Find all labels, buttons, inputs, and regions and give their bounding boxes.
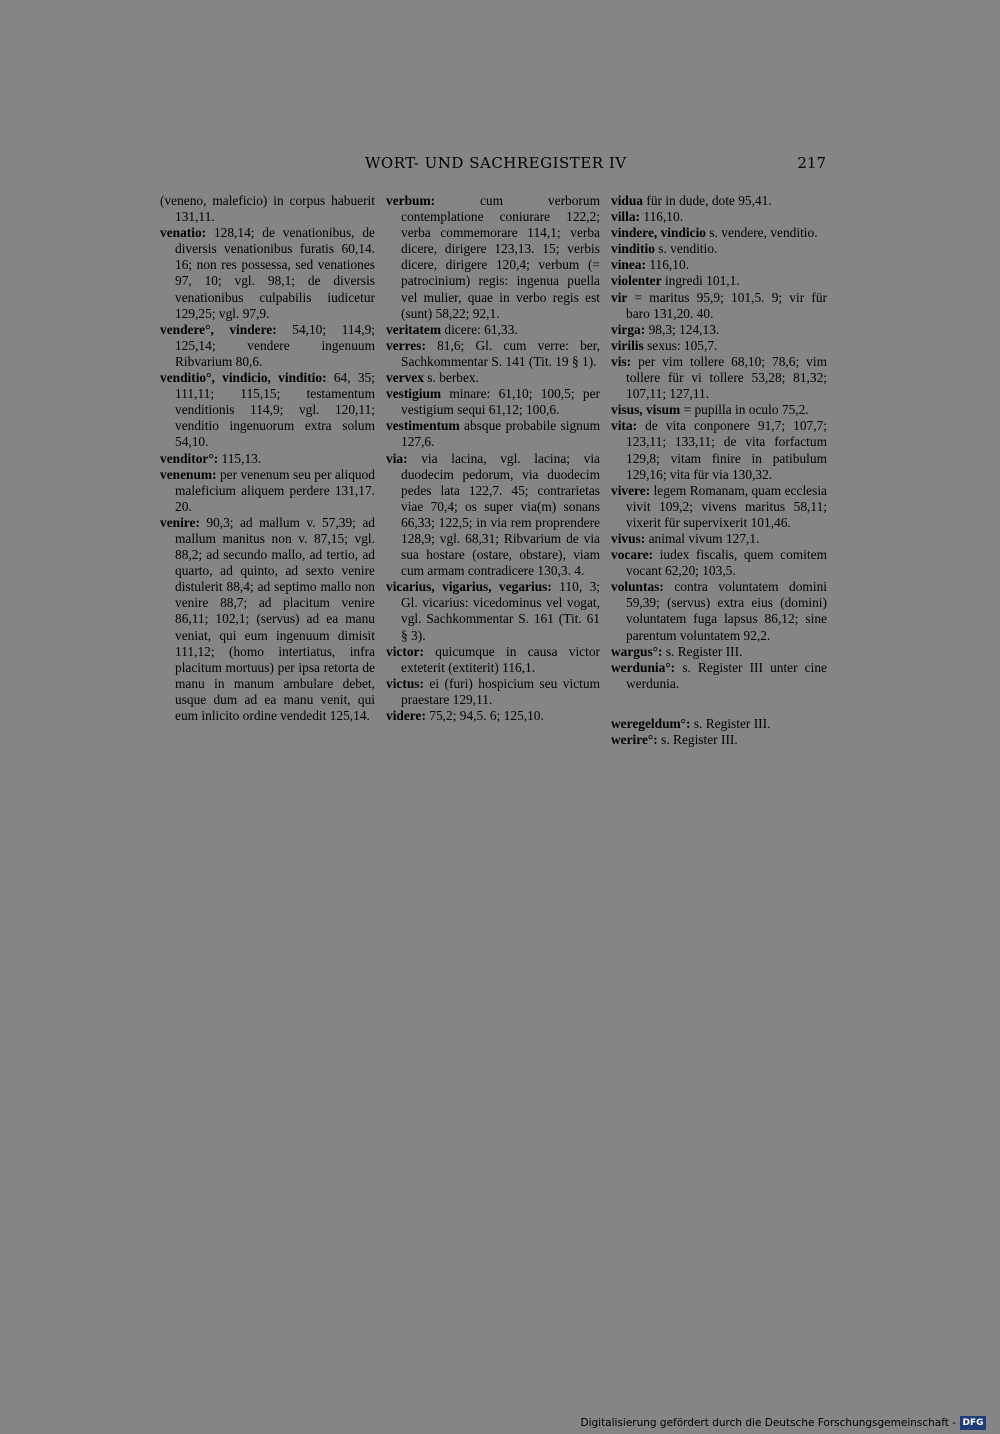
entry-lemma: vervex [386, 370, 424, 386]
entry-text: cum verborum contemplatione coniurare 122,2; verba commemorare 114,1; verba dicere, dirigere 123,13. 15; verbis dicere, dirigere 120,4; verbum (= patrocinium) regis: ingenua puella vel mulier, quae in verbo regis est (sunt) 58,22; 92,1. [401, 193, 600, 321]
entry-text: = maritus 95,9; 101,5. 9; vir für baro 131,20. 40. [626, 289, 827, 321]
entry-lemma: verres: [386, 337, 426, 353]
entry-text: 98,3; 124,13. [648, 321, 720, 337]
index-entry [160, 467, 375, 515]
index-entry [611, 193, 827, 209]
index-entry [611, 418, 827, 482]
page-header [160, 154, 826, 174]
index-entry [611, 732, 827, 748]
entry-text: s. Register III. [693, 715, 771, 731]
running-title: WORT- UND SACHREGISTER IV [365, 154, 627, 172]
entry-text: 116,10. [649, 257, 690, 273]
entry-text: ei (furi) hospicium seu victum praestare 129,11. [401, 675, 600, 707]
index-entry [611, 290, 827, 322]
index-entry [160, 322, 375, 370]
entry-lemma: virga: [611, 321, 646, 337]
entry-text: via lacina, vgl. lacina; via duodecim pedorum, via duodecim pedes lata 122,7. 45; contrarietas viae 70,4; os super via(m) sonans 66,33; 122,5; in via rem proprendere 128,9; vgl. 68,31; Ribvarium de via sua hostare (ostare, obstare), viam cum armam contradicere 130,3. 4. [401, 450, 600, 579]
entry-text: legem Romanam, quam ecclesia vivit 109,2; vivens maritus 58,11; vixerit für supervixerit 101,46. [626, 482, 827, 530]
index-entry [386, 708, 600, 724]
entry-lemma: veritatem [386, 321, 442, 337]
entry-text: 110, 3; Gl. vicarius: vicedominus vel vogat, vgl. Sachkommentar S. 161 (Tit. 61 § 3). [401, 579, 600, 643]
entry-lemma: virilis [611, 337, 644, 353]
entry-text: s. berbex. [427, 370, 479, 386]
index-entry [611, 209, 827, 225]
entry-text: per vim tollere 68,10; 78,6; vim tollere für vi tollere 53,28; 81,32; 107,11; 127,11. [626, 353, 827, 402]
entry-text: = pupilla in oculo 75,2. [683, 402, 809, 418]
entry-text: dicere: 61,33. [444, 321, 518, 337]
index-entry [611, 273, 827, 289]
entry-lemma: vidua [611, 193, 644, 208]
entry-lemma: vicarius, vigarius, vegarius: [386, 579, 552, 595]
entry-lemma: venire: [160, 514, 200, 530]
index-entry [611, 644, 827, 660]
entry-lemma: venditor°: [160, 450, 219, 466]
index-entry [386, 370, 600, 386]
entry-text: s. Register III unter cine werdunia. [626, 659, 827, 691]
entry-text: ingredi 101,1. [664, 273, 740, 289]
entry-lemma: werire°: [611, 732, 658, 747]
index-entry [611, 225, 827, 241]
footer-credit-text: Digitalisierung gefördert durch die Deutsche Forschungsgemeinschaft - [580, 1417, 956, 1429]
index-entry [611, 483, 827, 531]
index-entry [386, 322, 600, 338]
entry-lemma: villa: [611, 209, 641, 225]
entry-text: 64, 35; 111,11; 115,15; testamentum venditionis 114,9; vgl. 120,11; venditio ingenuorum extra solum 54,10. [175, 370, 375, 450]
index-entry [611, 531, 827, 547]
entry-lemma: vinea: [611, 257, 646, 273]
dfg-logo: DFG [960, 1416, 986, 1430]
index-entry [386, 386, 600, 418]
entry-lemma: vestigium [386, 386, 442, 402]
entry-text: absque probabile signum 127,6. [401, 418, 600, 450]
index-entry [611, 241, 827, 257]
entry-lemma: violenter [611, 273, 662, 289]
entry-lemma: wargus°: [611, 643, 663, 659]
entry-text: 90,3; ad mallum v. 57,39; ad mallum manitus non v. 87,15; vgl. 88,2; ad secundo mallo, ad tertio, ad quarto, ad quinto, ad sexto venire distulerit 88,4; ad septimo mallo non venire 88,7; ad placitum venire 86,11; 102,1; (servus) ad ea manu veniat, qui eum ingenuum dimisit 111,12; (homo intertiatus, infra placitum mortuus) per ipsa retorta de manu in manum ambulare debet, usque dum ad ea manu venit, qui eum inlicito ordine vendedit 125,14. [175, 514, 375, 723]
index-entry [386, 338, 600, 370]
entry-text: sexus: 105,7. [647, 337, 718, 353]
entry-lemma: venatio: [160, 225, 207, 241]
index-entry [386, 579, 600, 643]
index-column-2 [386, 193, 600, 724]
index-entry [611, 579, 827, 643]
entry-text: 116,10. [643, 209, 684, 225]
index-entry [386, 676, 600, 708]
entry-lemma: vendere°, vindere: [160, 321, 277, 337]
entry-lemma: vita: [611, 418, 638, 434]
entry-text: s. Register III. [665, 643, 743, 659]
entry-lemma: venenum: [160, 466, 217, 482]
entry-lemma: vindere, vindicio [611, 225, 706, 241]
entry-text: per venenum seu per aliquod maleficium aliquem perdere 131,17. 20. [175, 466, 375, 514]
entry-text: (veneno, maleficio) in corpus habuerit 131,11. [160, 193, 375, 225]
entry-lemma: victus: [386, 675, 424, 691]
index-column-3 [611, 193, 827, 748]
entry-text: de vita conponere 91,7; 107,7; 123,11; 133,11; de vita forfactum 129,8; vitam finire in patibulum 129,16; vita für via 130,32. [626, 418, 827, 482]
page-number: 217 [797, 154, 826, 172]
index-entry [611, 354, 827, 402]
index-entry [611, 402, 827, 418]
entry-text: contra voluntatem domini 59,39; (servus) extra eius (domini) voluntatem fuga lapsus 86,12; sine parentum voluntatem 92,2. [626, 579, 827, 643]
index-entry [611, 660, 827, 692]
entry-text: s. venditio. [658, 241, 718, 257]
index-entry [386, 451, 600, 580]
entry-lemma: werdunia°: [611, 659, 676, 675]
index-column-1 [160, 193, 375, 724]
index-entry [611, 716, 827, 732]
entry-lemma: vis: [611, 353, 632, 369]
entry-lemma: vivere: [611, 482, 651, 498]
entry-text: s. vendere, venditio. [709, 225, 818, 241]
entry-text: für in dude, dote 95,41. [646, 193, 772, 208]
entry-text: 128,14; de venationibus, de diversis venationibus furatis 60,14. 16; non res possessa, sed venationes 97, 10; vgl. 98,1; de diversis venationibus culpabilis iudicetur 129,25; vgl. 97,9. [175, 225, 375, 321]
footer-credit [580, 1414, 986, 1432]
index-entry [160, 193, 375, 225]
index-entry [160, 451, 375, 467]
index-entry [611, 322, 827, 338]
entry-lemma: voluntas: [611, 579, 664, 595]
entry-lemma: weregeldum°: [611, 715, 691, 731]
entry-lemma: venditio°, vindicio, vinditio: [160, 370, 327, 386]
entry-text: iudex fiscalis, quem comitem vocant 62,20; 103,5. [626, 547, 827, 579]
index-entry [386, 418, 600, 450]
entry-lemma: verbum: [386, 193, 436, 208]
entry-lemma: victor: [386, 643, 424, 659]
entry-text: quicumque in causa victor exteterit (extiterit) 116,1. [401, 643, 600, 675]
index-entry [611, 547, 827, 579]
index-entry [160, 515, 375, 724]
index-entry [160, 225, 375, 322]
entry-lemma: vinditio [611, 241, 655, 257]
entry-text: animal vivum 127,1. [648, 530, 760, 546]
index-entry [386, 644, 600, 676]
index-entry [611, 257, 827, 273]
index-entry [611, 338, 827, 354]
index-entry [160, 370, 375, 450]
index-entry [386, 193, 600, 322]
entry-lemma: vivus: [611, 530, 646, 546]
entry-text: 115,13. [221, 450, 262, 466]
entry-text: 75,2; 94,5. 6; 125,10. [429, 708, 544, 723]
entry-text: 81,6; Gl. cum verre: ber, Sachkommentar S. 141 (Tit. 19 § 1). [401, 337, 600, 369]
entry-lemma: via: [386, 450, 408, 466]
entry-lemma: videre: [386, 708, 426, 723]
entry-lemma: vocare: [611, 547, 654, 563]
entry-lemma: visus, visum [611, 402, 681, 418]
entry-text: 54,10; 114,9; 125,14; vendere ingenuum Ribvarium 80,6. [175, 321, 375, 369]
entry-text: s. Register III. [661, 732, 738, 747]
entry-lemma: vestimentum [386, 418, 460, 434]
entry-text: minare: 61,10; 100,5; per vestigium sequi 61,12; 100,6. [401, 386, 600, 418]
entry-lemma: vir [611, 289, 628, 305]
